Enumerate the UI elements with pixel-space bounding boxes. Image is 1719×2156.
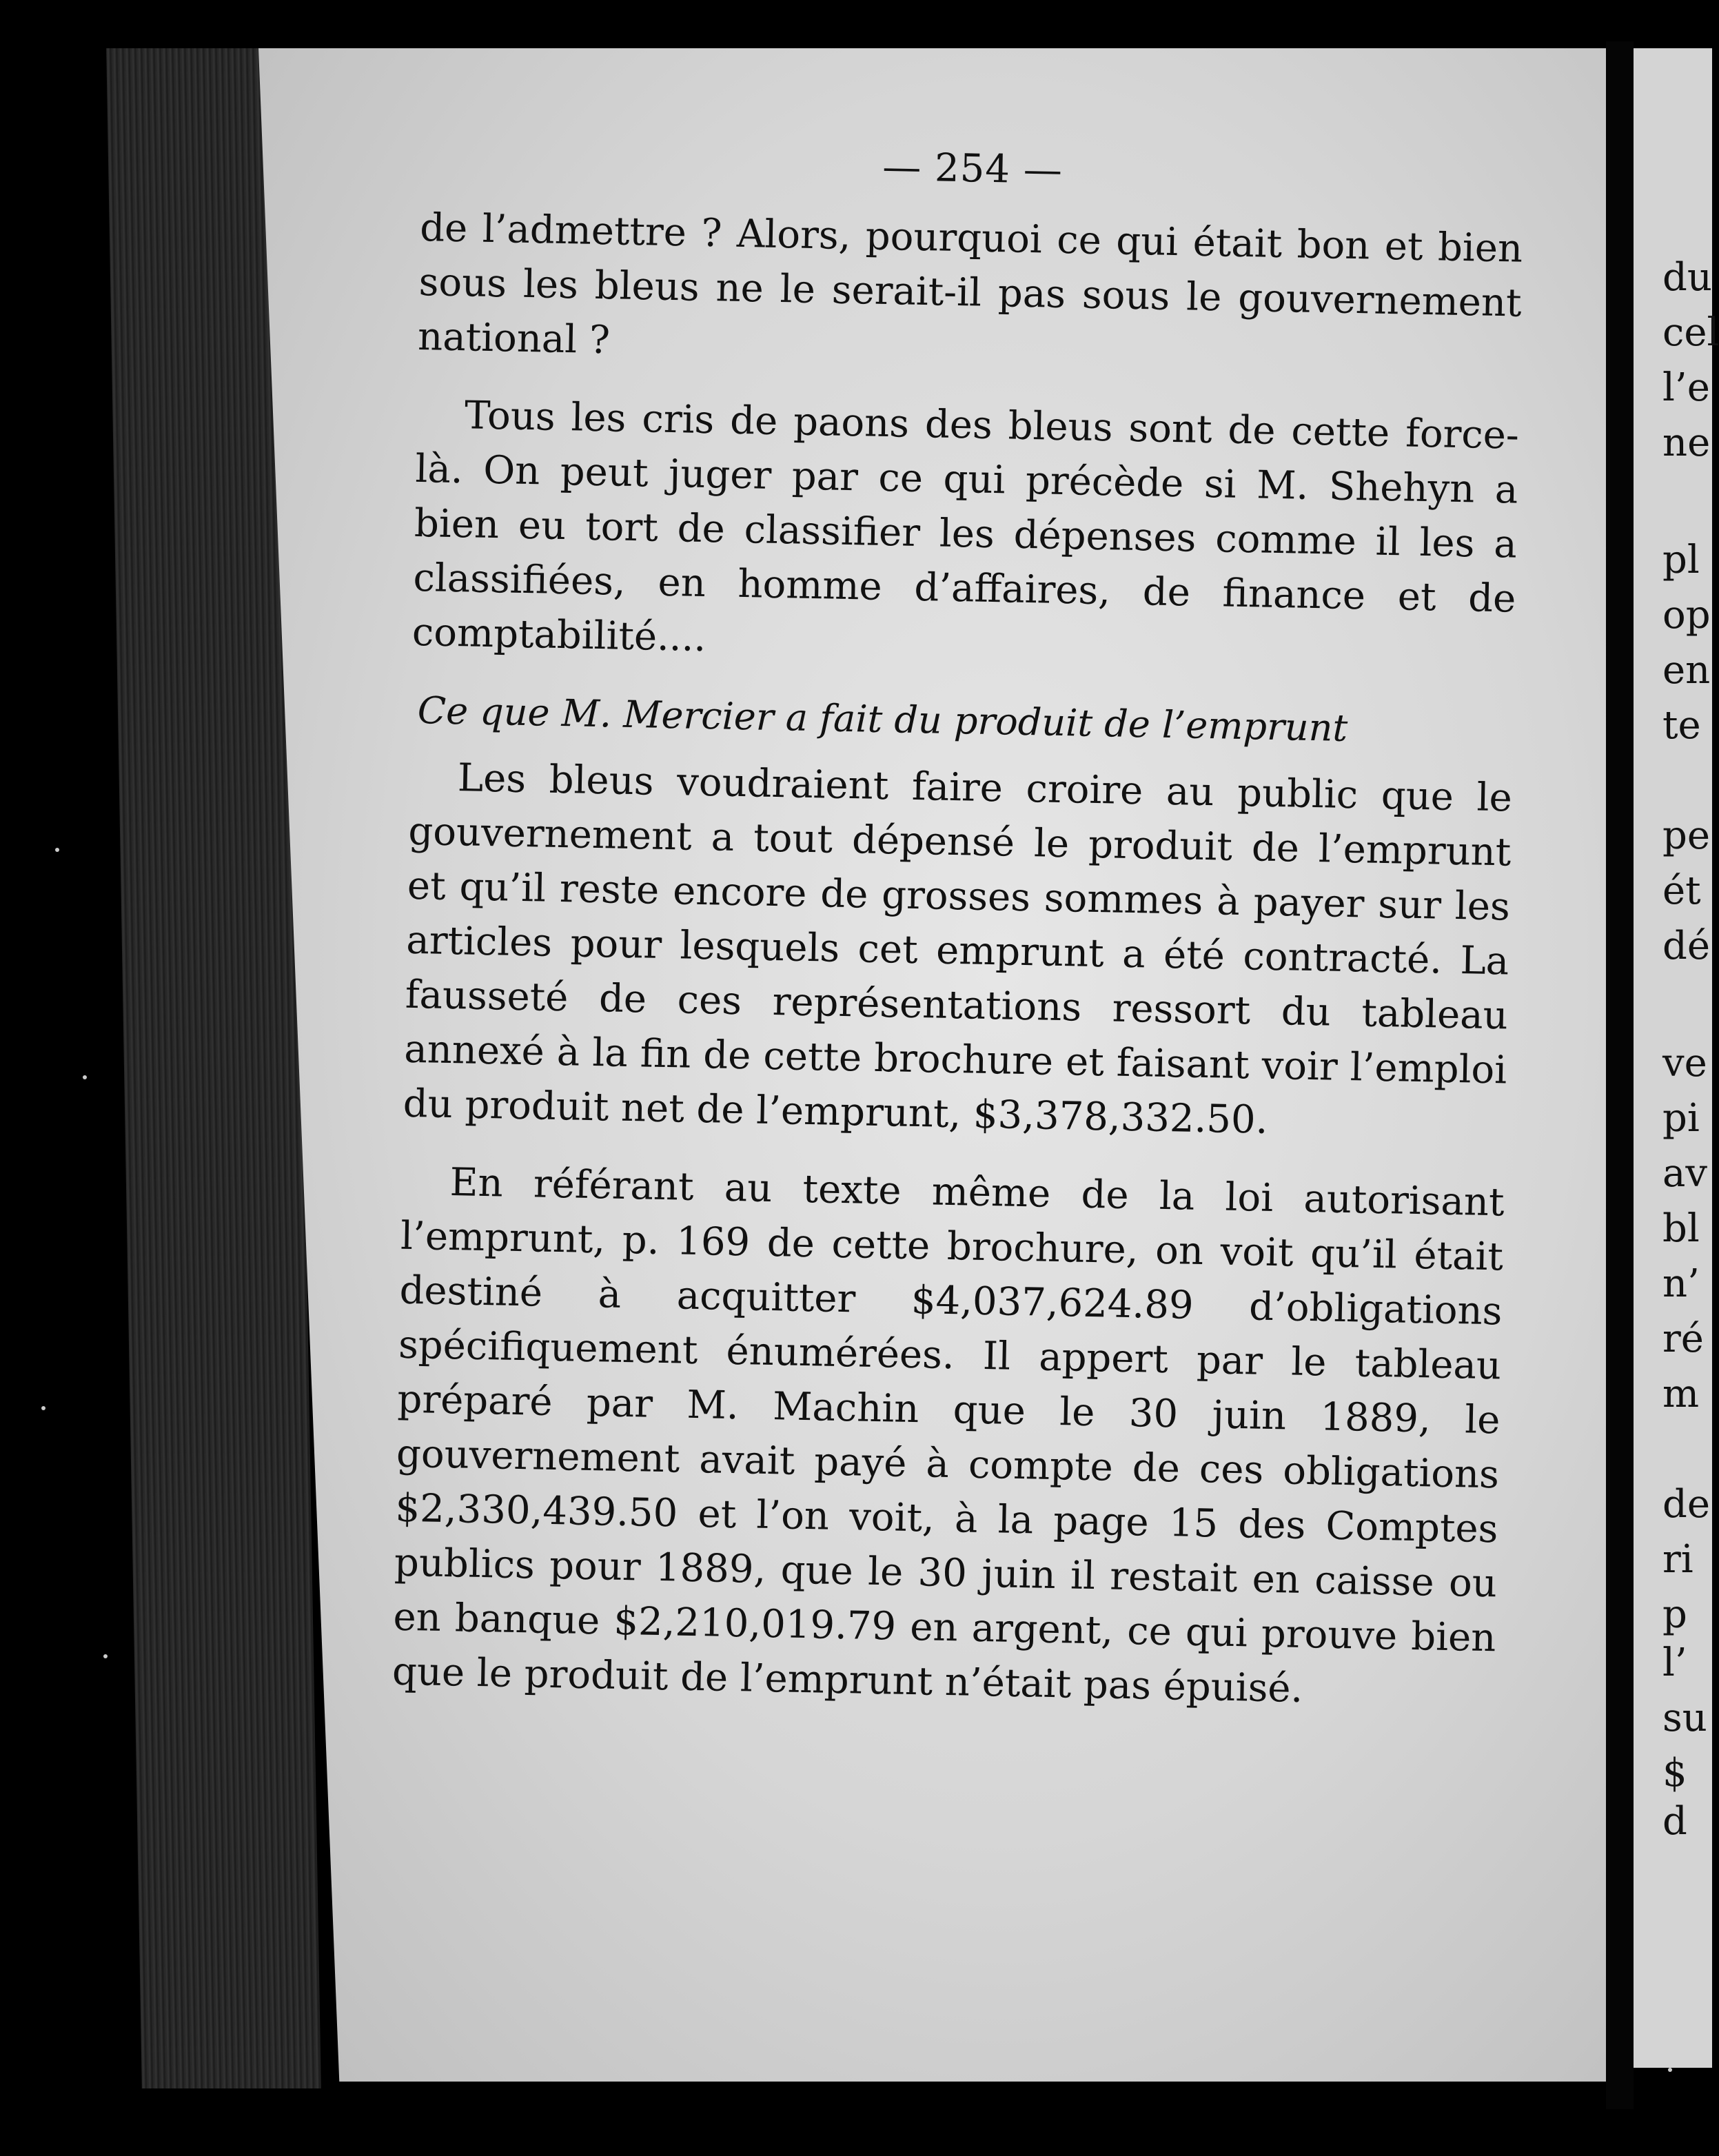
- facing-fragment: de: [1662, 1482, 1710, 1527]
- facing-fragment: cel: [1662, 310, 1719, 355]
- facing-fragment: l’e: [1662, 365, 1710, 410]
- paragraph: Les bleus voudraient faire croire au public que le gouvernement a tout dépensé le produit de l’emprunt et qu’il reste encore de grosses sommes à payer sur les articles pour lesquels cet emprunt a été contracté. La fausseté de ces représentations ressort du tableau annexé à la fin de cette brochure et faisant voir l’emploi du produit net de l’emprunt, $3,378,332.50.: [403, 755, 1513, 1143]
- facing-fragment: $: [1662, 1751, 1687, 1796]
- scan-speck: [83, 1075, 87, 1079]
- facing-page: [1634, 48, 1719, 2068]
- facing-fragment: ré: [1662, 1316, 1704, 1361]
- page-text: [391, 131, 1525, 1743]
- facing-fragment: av: [1662, 1151, 1708, 1196]
- facing-fragment: du: [1662, 255, 1712, 300]
- facing-fragment: pe: [1662, 813, 1710, 858]
- facing-fragment: pi: [1662, 1096, 1700, 1141]
- facing-fragment: d: [1662, 1799, 1687, 1844]
- facing-fragment: m: [1662, 1372, 1700, 1416]
- scan-speck: [103, 1654, 108, 1658]
- facing-fragment: ne: [1662, 420, 1711, 465]
- scan-speck: [1668, 2068, 1672, 2072]
- page-gutter: [1606, 41, 1634, 2109]
- facing-fragment: te: [1662, 703, 1701, 748]
- paragraph: Tous les cris de paons des bleus sont de cette force-là. On peut juger par ce qui précède si M. Shehyn a bien eu tort de classifier les dépenses comme il les a classifiées, en homme d’affaires, de finance et de comptabilité....: [411, 393, 1520, 661]
- section-heading: Ce que M. Mercier a fait du produit de l’emprunt: [417, 689, 1348, 750]
- scan-speck: [55, 848, 59, 852]
- facing-fragment: ri: [1662, 1537, 1693, 1582]
- facing-fragment: l’: [1662, 1640, 1687, 1685]
- page-number: — 254 —: [882, 144, 1064, 193]
- facing-fragment: ve: [1662, 1041, 1707, 1086]
- facing-fragment: pl: [1662, 538, 1700, 582]
- facing-fragment: su: [1662, 1696, 1707, 1740]
- scan-speck: [41, 1406, 45, 1410]
- facing-fragment: p: [1662, 1592, 1687, 1637]
- paragraph: de l’admettre ? Alors, pourquoi ce qui était bon et bien sous les bleus ne le serait-il pas sous le gouvernement national ?: [417, 205, 1523, 363]
- facing-fragment: ét: [1662, 868, 1701, 913]
- facing-fragment: op: [1662, 593, 1711, 638]
- facing-fragment: en: [1662, 648, 1711, 693]
- paragraph: En référant au texte même de la loi autorisant l’emprunt, p. 169 de cette brochure, on voit qu’il était destiné à acquitter $4,037,624.89 d’obligations spécifiquement énumérées. Il appert par le tableau préparé par M. Machin que le 30 juin 1889, le gouvernement avait payé à compte de ces obligations $2,330,439.50 et l’on voit, à la page 15 des Comptes publics pour 1889, que le 30 juin il restait en caisse ou en banque $2,210,019.79 en argent, ce qui prouve bien que le produit de l’emprunt n’était pas épuisé.: [391, 1160, 1505, 1711]
- facing-fragment: dé: [1662, 924, 1710, 968]
- facing-fragment: n’: [1662, 1261, 1700, 1306]
- facing-fragment: bl: [1662, 1206, 1700, 1251]
